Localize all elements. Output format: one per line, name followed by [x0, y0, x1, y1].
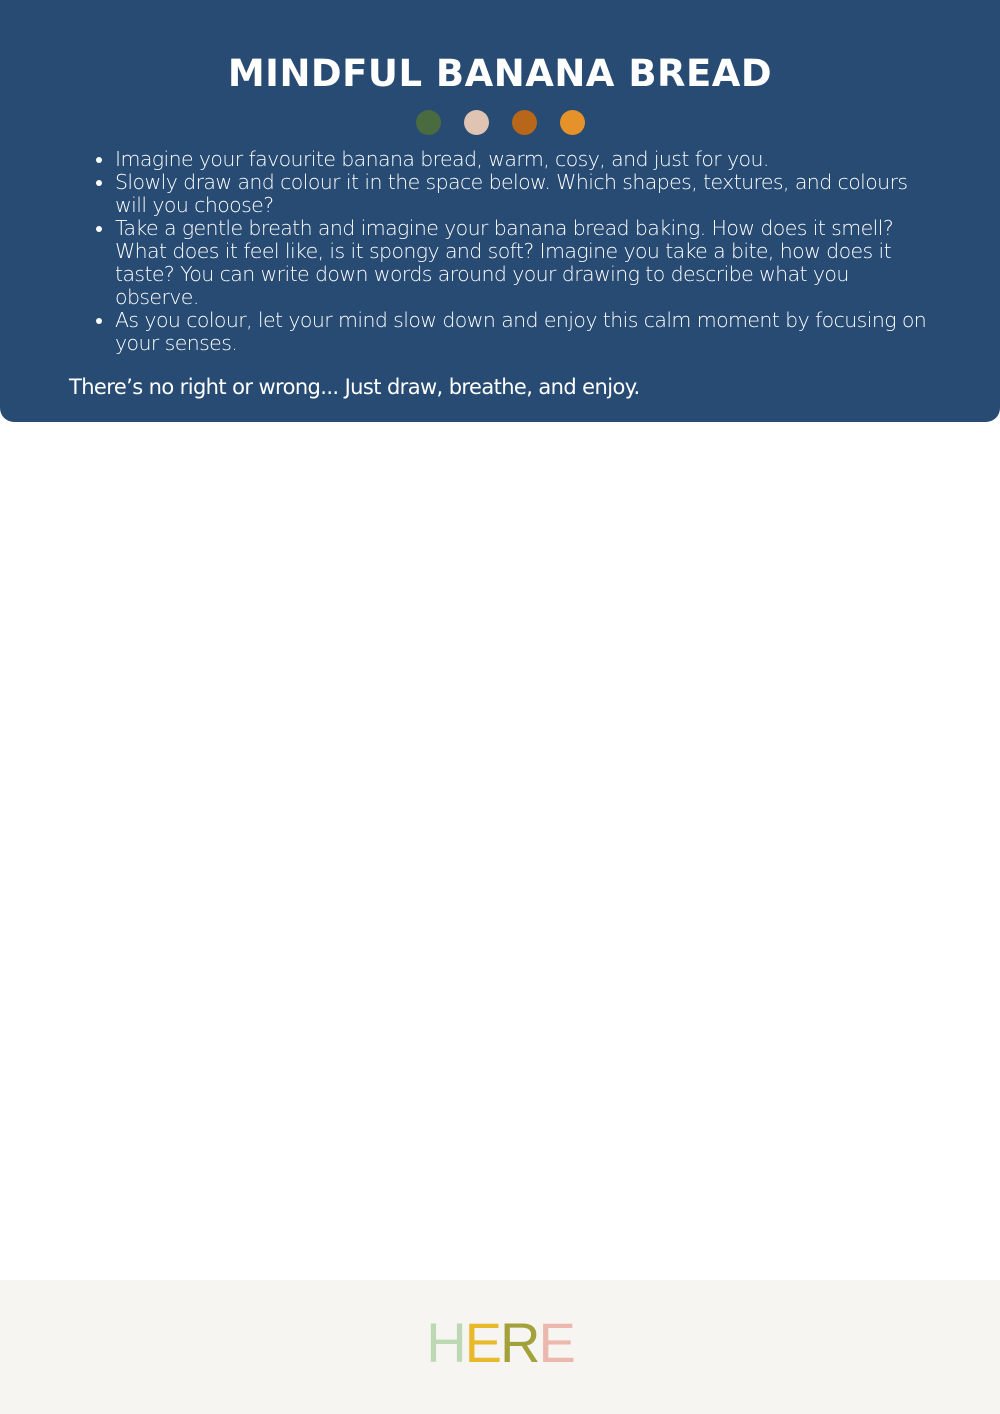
logo-letter: H: [426, 1311, 465, 1374]
instruction-item: • Take a gentle breath and imagine your banana bread baking. How does it smell? What does it feel like, is it spongy and soft? Imagine you take a bite, how does it taste? You can write down words around your drawing to describe what you observe.: [115, 217, 928, 309]
instruction-item: • As you colour, let your mind slow down and enjoy this calm moment by focusing on your senses.: [115, 309, 928, 355]
palette-dot-beige: [464, 110, 489, 135]
here-logo: [0, 1310, 1000, 1376]
logo-letter: E: [538, 1311, 574, 1374]
header-panel: [0, 0, 1000, 422]
palette-dot-brown: [512, 110, 537, 135]
palette-dot-orange: [560, 110, 585, 135]
drawing-area[interactable]: [0, 422, 1000, 1280]
instruction-item: • Slowly draw and colour it in the space below. Which shapes, textures, and colours will you choose?: [115, 171, 928, 217]
instruction-item: • Imagine your favourite banana bread, warm, cosy, and just for you.: [115, 148, 928, 171]
palette-dots: [0, 110, 1000, 135]
closing-text: There’s no right or wrong... Just draw, breathe, and enjoy.: [69, 375, 640, 399]
logo-letter: E: [464, 1311, 500, 1374]
instructions-list: [68, 148, 928, 355]
palette-dot-green: [416, 110, 441, 135]
logo-letter: R: [500, 1311, 539, 1374]
page-title: MINDFUL BANANA BREAD: [227, 52, 773, 95]
